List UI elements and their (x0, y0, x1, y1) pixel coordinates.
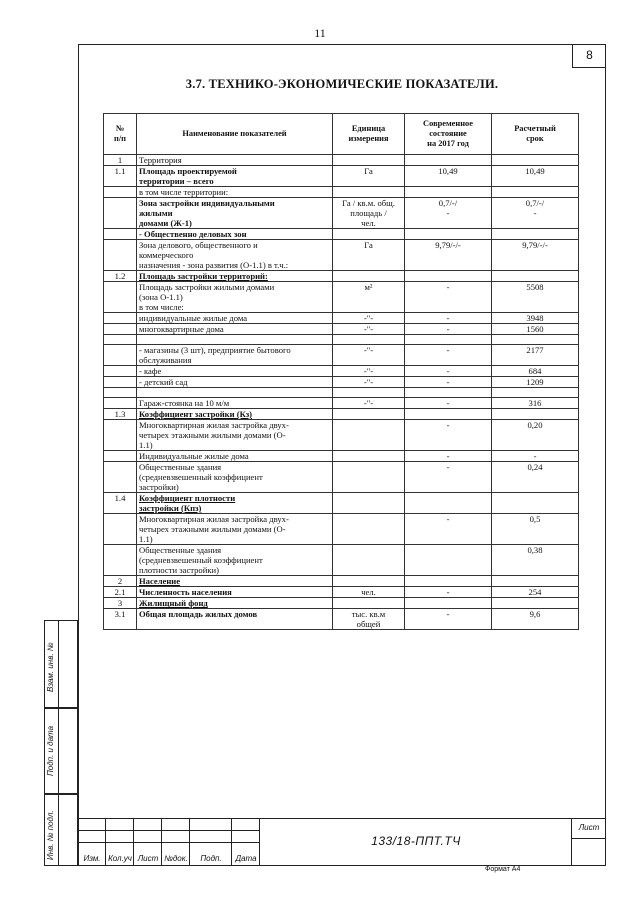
cell-name: в том числе территории: (137, 187, 333, 198)
table-row (104, 587, 579, 598)
cell-unit (333, 598, 405, 609)
cell-num (104, 335, 137, 345)
cell-target: 10,49 (492, 166, 579, 187)
cell-current: - (405, 514, 492, 545)
cell-num (104, 398, 137, 409)
stamp-data: Дата (235, 854, 257, 863)
sheet-number: 8 (572, 44, 606, 68)
table-row (104, 462, 579, 493)
cell-current (405, 229, 492, 240)
cell-num (104, 451, 137, 462)
cell-unit: -"- (333, 366, 405, 377)
cell-unit: -"- (333, 324, 405, 335)
cell-name: Жилищный фонд (137, 598, 333, 609)
cell-target: 2177 (492, 345, 579, 366)
cell-name: Зона застройки индивидуальными жилыми домами (Ж-1) (137, 198, 333, 229)
section-title: 3.7. ТЕХНИКО-ЭКОНОМИЧЕСКИЕ ПОКАЗАТЕЛИ. (185, 77, 499, 91)
cell-num (104, 240, 137, 271)
cell-name: Гараж-стоянка на 10 м/м (137, 398, 333, 409)
table-row (104, 271, 579, 282)
cell-name: Площадь проектируемой территории – всего (137, 166, 333, 187)
cell-name: Население (137, 576, 333, 587)
cell-num (104, 366, 137, 377)
cell-unit (333, 155, 405, 166)
table-row (104, 335, 579, 345)
cell-current (405, 335, 492, 345)
cell-num: 1.1 (104, 166, 137, 187)
table-row (104, 576, 579, 587)
cell-target (492, 388, 579, 398)
cell-target: 254 (492, 587, 579, 598)
stamp-ndok: №док. (164, 854, 188, 863)
cell-num: 2.1 (104, 587, 137, 598)
cell-unit: -"- (333, 313, 405, 324)
cell-unit: чел. (333, 587, 405, 598)
cell-name: Общественные здания (средневзвешенный коэффициент застройки) (137, 462, 333, 493)
cell-target (492, 576, 579, 587)
cell-current (405, 388, 492, 398)
cell-unit (333, 493, 405, 514)
cell-unit: Га (333, 240, 405, 271)
cell-target: 684 (492, 366, 579, 377)
cell-name: Общественные здания (средневзвешенный коэффициент плотности застройки) (137, 545, 333, 576)
cell-target (492, 229, 579, 240)
cell-current: - (405, 282, 492, 313)
cell-target (492, 335, 579, 345)
cell-current (405, 155, 492, 166)
cell-num (104, 313, 137, 324)
cell-num: 3.1 (104, 609, 137, 630)
table-row (104, 420, 579, 451)
cell-target: 0,20 (492, 420, 579, 451)
cell-target: 3948 (492, 313, 579, 324)
cell-name: многоквартирные дома (137, 324, 333, 335)
table-body (104, 155, 579, 630)
cell-name: индивидуальные жилые дома (137, 313, 333, 324)
table-row (104, 187, 579, 198)
cell-name: Зона делового, общественного и коммерческого назначения - зона развития (О-1.1) в т.ч.: (137, 240, 333, 271)
cell-name: Многоквартирная жилая застройка двух- четырех этажными жилыми домами (О- 1.1) (137, 420, 333, 451)
cell-name: Площадь застройки жилыми домами (зона О-1.1) в том числе: (137, 282, 333, 313)
cell-num (104, 420, 137, 451)
title-block (78, 818, 606, 866)
cell-unit: м² (333, 282, 405, 313)
cell-num (104, 377, 137, 388)
cell-unit: Га / кв.м. общ. площадь / чел. (333, 198, 405, 229)
side-label-podp: Подп. и дата (46, 725, 55, 776)
table-row (104, 514, 579, 545)
cell-unit (333, 514, 405, 545)
cell-current: - (405, 398, 492, 409)
cell-num (104, 514, 137, 545)
header-name: Наименование показателей (137, 114, 333, 155)
cell-target: 0,5 (492, 514, 579, 545)
side-label-vzam: Взам. инв. № (46, 642, 55, 692)
cell-target (492, 409, 579, 420)
cell-current: - (405, 366, 492, 377)
table-row (104, 493, 579, 514)
table-row (104, 345, 579, 366)
table-row (104, 198, 579, 229)
cell-unit: -"- (333, 377, 405, 388)
cell-num (104, 388, 137, 398)
cell-num (104, 545, 137, 576)
cell-name: - кафе (137, 366, 333, 377)
table-row (104, 609, 579, 630)
cell-num (104, 324, 137, 335)
cell-name (137, 335, 333, 345)
cell-name: Индивидуальные жилые дома (137, 451, 333, 462)
cell-num: 2 (104, 576, 137, 587)
table-row (104, 366, 579, 377)
cell-unit (333, 271, 405, 282)
cell-unit: тыс. кв.м общей (333, 609, 405, 630)
header-target: Расчетный срок (492, 114, 579, 155)
cell-current: - (405, 324, 492, 335)
cell-target (492, 598, 579, 609)
cell-target (492, 187, 579, 198)
cell-name: Коэффициент застройки (Кз) (137, 409, 333, 420)
table-row (104, 451, 579, 462)
cell-target: - (492, 451, 579, 462)
cell-num: 1 (104, 155, 137, 166)
cell-unit (333, 420, 405, 451)
table-row (104, 155, 579, 166)
table-row (104, 377, 579, 388)
cell-unit (333, 409, 405, 420)
cell-target (492, 155, 579, 166)
cell-name (137, 388, 333, 398)
cell-target: 0,38 (492, 545, 579, 576)
cell-unit (333, 462, 405, 493)
cell-current: - (405, 609, 492, 630)
table-row (104, 398, 579, 409)
cell-target: 9,6 (492, 609, 579, 630)
table-row (104, 598, 579, 609)
cell-name: Общая площадь жилых домов (137, 609, 333, 630)
cell-unit (333, 451, 405, 462)
cell-current: - (405, 420, 492, 451)
side-label-inv: Инв. № подл. (46, 810, 55, 860)
side-divider (58, 620, 59, 866)
cell-current: - (405, 462, 492, 493)
cell-num (104, 187, 137, 198)
cell-current (405, 409, 492, 420)
table-row (104, 229, 579, 240)
cell-name: Коэффициент плотности застройки (Кпз) (137, 493, 333, 514)
table-row (104, 282, 579, 313)
stamp-koluch: Кол.уч (108, 854, 132, 863)
cell-unit: -"- (333, 398, 405, 409)
cell-num (104, 345, 137, 366)
cell-name: Многоквартирная жилая застройка двух- четырех этажными жилыми домами (О- 1.1) (137, 514, 333, 545)
cell-unit: Га (333, 166, 405, 187)
cell-target (492, 271, 579, 282)
cell-unit: -"- (333, 345, 405, 366)
stamp-izm: Изм. (83, 854, 101, 863)
cell-target: 1209 (492, 377, 579, 388)
cell-current: - (405, 451, 492, 462)
cell-target: 1560 (492, 324, 579, 335)
header-unit: Единица измерения (333, 114, 405, 155)
cell-current: - (405, 587, 492, 598)
table-header-row (104, 114, 579, 155)
cell-current: 9,79/-/- (405, 240, 492, 271)
cell-num (104, 282, 137, 313)
table-row (104, 313, 579, 324)
cell-target: 0,24 (492, 462, 579, 493)
cell-unit (333, 388, 405, 398)
cell-current: - (405, 345, 492, 366)
cell-current: 10,49 (405, 166, 492, 187)
document-code: 133/18-ППТ.ТЧ (371, 834, 461, 848)
cell-num (104, 229, 137, 240)
cell-unit (333, 545, 405, 576)
cell-target: 9,79/-/- (492, 240, 579, 271)
header-current: Современное состояние на 2017 год (405, 114, 492, 155)
cell-name: Территория (137, 155, 333, 166)
header-num: № п/п (104, 114, 137, 155)
cell-current (405, 545, 492, 576)
format-label: Формат А4 (485, 866, 521, 873)
cell-current: - (405, 313, 492, 324)
table-row (104, 324, 579, 335)
cell-target: 0,7/-/ - (492, 198, 579, 229)
cell-unit (333, 229, 405, 240)
table-row (104, 545, 579, 576)
table-row (104, 240, 579, 271)
cell-target: 316 (492, 398, 579, 409)
cell-target: 5508 (492, 282, 579, 313)
cell-unit (333, 576, 405, 587)
cell-current: 0,7/-/ - (405, 198, 492, 229)
cell-current (405, 493, 492, 514)
table-row (104, 388, 579, 398)
page-number: 11 (314, 26, 326, 40)
cell-name: - магазины (3 шт), предприятие бытового обслуживания (137, 345, 333, 366)
indicators-table (103, 113, 579, 630)
cell-unit (333, 335, 405, 345)
cell-num (104, 198, 137, 229)
stamp-list: Лист (137, 854, 159, 863)
cell-unit (333, 187, 405, 198)
cell-current (405, 187, 492, 198)
stamp-podp: Подп. (200, 854, 222, 863)
cell-name: Численность населения (137, 587, 333, 598)
stamp-sheet-label: Лист (578, 823, 600, 832)
cell-num: 1.3 (104, 409, 137, 420)
cell-target (492, 493, 579, 514)
cell-current: - (405, 377, 492, 388)
cell-num (104, 462, 137, 493)
cell-current (405, 271, 492, 282)
table-row (104, 409, 579, 420)
cell-num: 1.2 (104, 271, 137, 282)
cell-num: 3 (104, 598, 137, 609)
cell-num: 1.4 (104, 493, 137, 514)
cell-current (405, 598, 492, 609)
cell-current (405, 576, 492, 587)
table-row (104, 166, 579, 187)
cell-name: - Общественно деловых зон (137, 229, 333, 240)
cell-name: Площадь застройки территорий: (137, 271, 333, 282)
cell-name: - детский сад (137, 377, 333, 388)
